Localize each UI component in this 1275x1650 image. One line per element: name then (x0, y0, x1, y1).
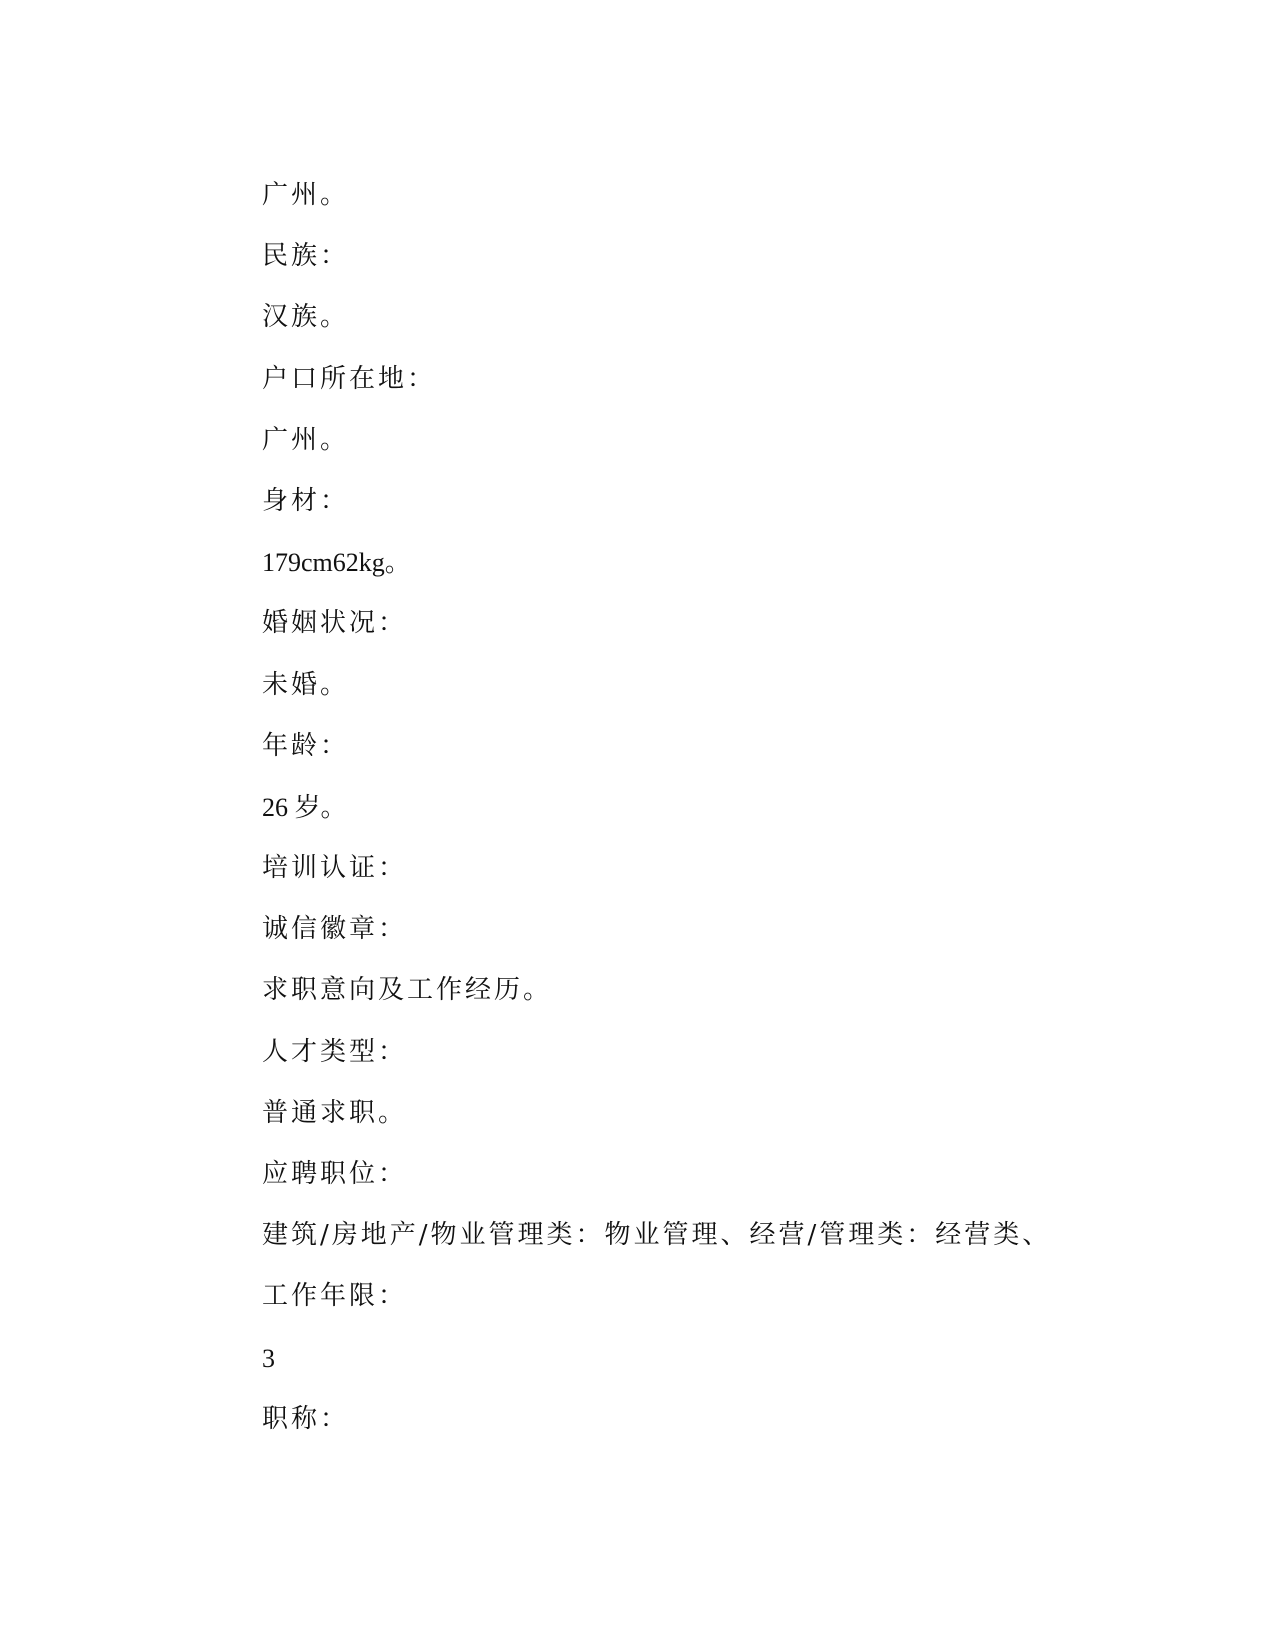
line-ethnicity-label: 民族： (262, 241, 350, 272)
line-badge-label: 诚信徽章： (262, 914, 408, 945)
line-marital-label: 婚姻状况： (262, 608, 408, 639)
line-city-value: 广州。 (262, 180, 350, 210)
line-talent-type-value: 普通求职。 (262, 1097, 408, 1128)
line-training-label: 培训认证： (262, 853, 408, 884)
line-age-label: 年龄： (262, 730, 350, 761)
line-years-label: 工作年限： (262, 1281, 408, 1312)
line-hukou-value: 广州。 (262, 424, 350, 455)
line-hukou-label: 户口所在地： (262, 363, 437, 394)
line-years-value: 3 (262, 1343, 275, 1373)
line-talent-type-label: 人才类型： (262, 1036, 408, 1067)
line-figure-value: 179cm62kg。 (262, 548, 411, 578)
line-title-label: 职称： (262, 1403, 350, 1434)
line-age-value: 26 岁。 (262, 792, 347, 822)
line-figure-label: 身材： (262, 485, 350, 516)
line-position-label: 应聘职位： (262, 1159, 408, 1189)
document-body (262, 165, 1162, 1450)
line-marital-value: 未婚。 (262, 669, 350, 700)
line-section-heading: 求职意向及工作经历。 (262, 975, 553, 1006)
line-position-value: 建筑/房地产/物业管理类：物业管理、经营/管理类：经营类、 (262, 1220, 1052, 1251)
line-ethnicity-value: 汉族。 (262, 302, 350, 333)
